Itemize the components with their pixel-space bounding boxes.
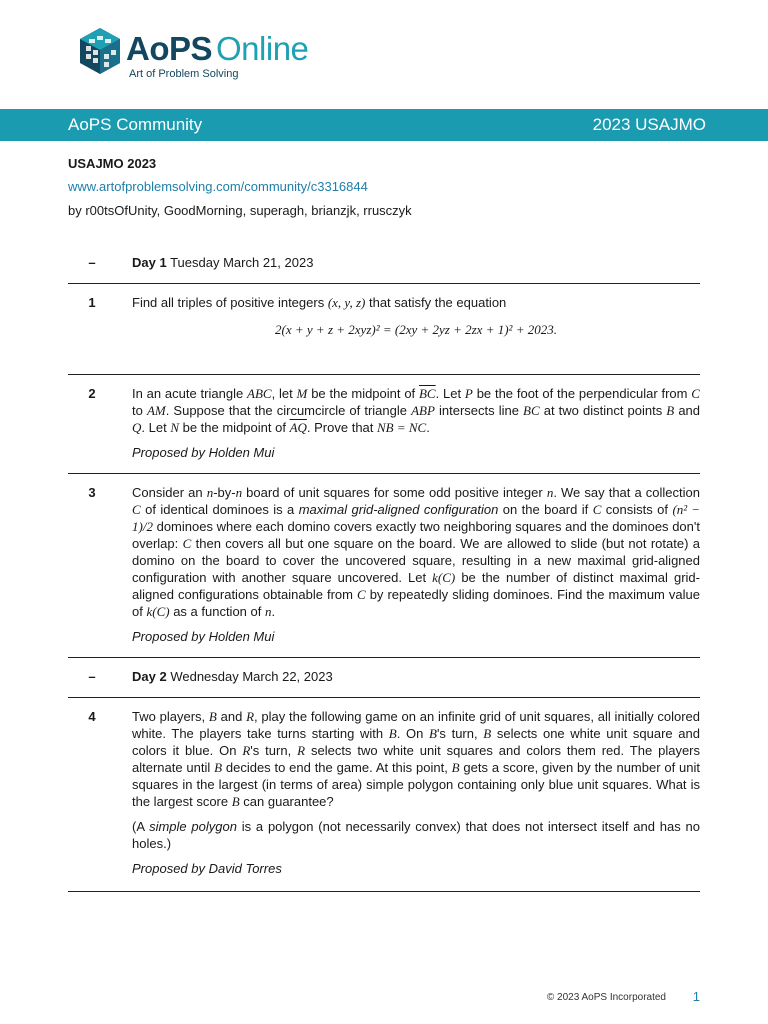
day2-row [68,658,700,698]
contest-authors: by r00tsOfUnity, GoodMorning, superagh, brianzjk, rrusczyk [68,203,412,218]
problem-1-equation: 2(x + y + z + 2xyz)² = (2xy + 2yz + 2zx + 1)² + 2023. [275,322,557,337]
problem-2-row [68,375,700,474]
contest-title: USAJMO 2023 [68,156,157,171]
footer-page-number: 1 [692,989,700,1004]
problem-3-number: 3 [88,485,96,500]
day1-heading [116,254,700,271]
day1-marker: – [88,255,96,270]
logo-subtitle: Art of Problem Solving [129,68,239,80]
day1-row [68,244,700,284]
logo-wordmark [126,30,308,68]
problem-4-text: Two players, B and R, play the following game on an infinite grid of unit squares, all initially colored white. The players take turns starting with B. On B's turn, B selects one white unit square and colors it blue. On R's turn, R selects two white unit squares and colors them red. The players alternate until B decides to end the game. At this point, B gets a score, given by the number of unit squares in the largest (in terms of area) simple polygon containing only blue unit squares. What is the largest score B can guarantee? [132,709,701,809]
problem-2-text: In an acute triangle ABC, let M be the midpoint of $\overline{BC}$. Let P be the foot of the perpendicular from C to AM. Suppose that the circumcircle of triangle ABP intersects line BC at two distinct points B and Q. Let N be the midpoint of $\overline{AQ}$. Prove that NB = NC. [132,386,701,435]
problem-3-row [68,474,700,658]
problem-2-proposer: Proposed by Holden Mui [132,445,275,460]
problem-4-body [116,708,700,877]
problem-4-proposer: Proposed by David Torres [132,861,282,876]
problem-4-row [68,698,700,892]
problem-2-body [116,385,700,461]
banner-community: AoPS Community [68,115,203,134]
problem-3-text: Consider an n-by-n board of unit squares for some odd positive integer n. We say that a collection C of identical dominoes is a maximal grid-aligned configuration on the board if C consists of (n² − 1)/2 dominoes where each domino covers exactly two neighboring squares and the dominoes don't overlap: C then covers all but one square on the board. We are allowed to slide (but not rotate) a domino on the board to cover the uncovered square, resulting in a new maximal grid-aligned configuration with another square uncovered. Let k(C) be the number of distinct maximal grid-aligned configurations obtainable from C by repeatedly sliding dominoes. Find the maximum value of k(C) as a function of n. [132,485,701,619]
problem-4-note: (A simple polygon is a polygon (not necessarily convex) that does not intersect itself and has no holes.) [132,819,700,851]
contest-link[interactable]: www.artofproblemsolving.com/community/c3316844 [68,179,368,194]
logo-online: Online [216,30,309,67]
problem-1-body [116,294,700,338]
footer-copyright: © 2023 AoPS Incorporated [546,992,666,1003]
aops-cube-icon [78,26,122,76]
day2-label: Day 2 [132,669,167,684]
problem-4-number: 4 [88,709,96,724]
problem-1-number: 1 [88,295,96,310]
problems-table [68,244,700,892]
problem-1-row [68,284,700,375]
day1-date: Tuesday March 21, 2023 [170,255,314,270]
day1-label: Day 1 [132,255,167,270]
day2-marker: – [88,669,96,684]
problem-1-text: Find all triples of positive integers (x, y, z) that satisfy the equation [132,295,507,310]
logo-brand: AoPS [126,30,213,67]
problem-2-number: 2 [88,386,96,401]
aops-online-logo [78,24,338,84]
banner-contest: 2023 USAJMO [592,115,706,134]
day2-heading [116,668,700,685]
day2-date: Wednesday March 22, 2023 [170,669,333,684]
header-banner [0,109,768,141]
problem-3-body [116,484,700,645]
problem-3-proposer: Proposed by Holden Mui [132,629,275,644]
